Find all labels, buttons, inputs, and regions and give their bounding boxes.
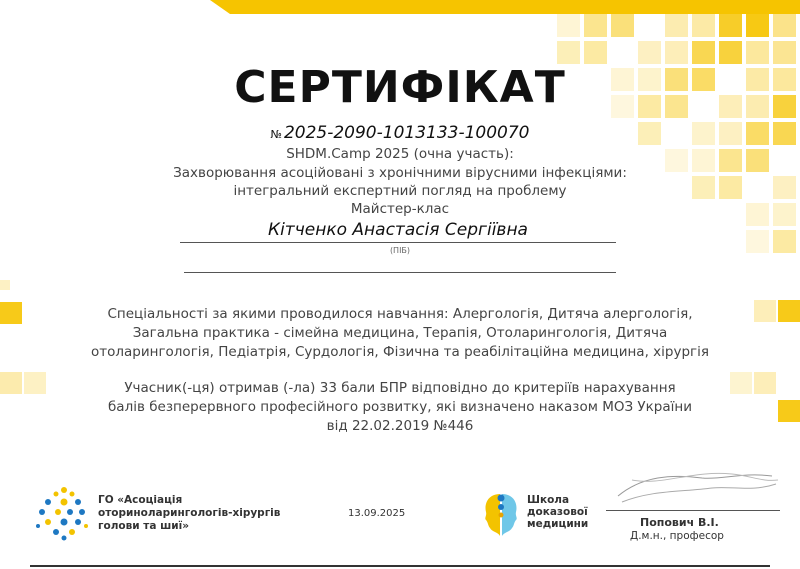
- certificate-number-value: 2025-2090-1013133-100070: [283, 123, 530, 143]
- signature: [612, 466, 782, 512]
- decor-square: [692, 14, 715, 37]
- logo-dot: [84, 524, 88, 528]
- logo-dot: [61, 487, 67, 493]
- logo-dot: [70, 492, 75, 497]
- decor-square: [746, 41, 769, 64]
- number-symbol: №: [270, 128, 282, 141]
- decor-square: [24, 372, 46, 394]
- decor-square: [665, 41, 688, 64]
- logo-dot: [54, 492, 59, 497]
- decor-square: [773, 41, 796, 64]
- specialties-line-1: Спеціальності за якими проводилося навчання: Алергологія, Дитяча алергологія,: [107, 306, 693, 322]
- decor-square: [557, 14, 580, 37]
- specialties-line-3: отоларингологія, Педіатрія, Сурдологія, Фізична та реабілітаційна медицина, хірургія: [91, 344, 709, 360]
- organization-name: [98, 494, 298, 533]
- certificate-number: [0, 123, 800, 143]
- decor-square: [557, 41, 580, 64]
- signature-line: [606, 510, 780, 511]
- points-line-3: від 22.02.2019 №446: [326, 418, 474, 434]
- school-logo: [478, 488, 524, 540]
- points-line-1: Учасник(-ця) отримав (-ла) 33 бали БПР відповідно до критеріїв нарахування: [124, 380, 676, 396]
- school-line: медицини: [527, 518, 589, 530]
- decor-square: [719, 41, 742, 64]
- organization-line: ГО «Асоціація: [98, 494, 183, 506]
- decor-square: [0, 302, 22, 324]
- decor-square: [0, 280, 10, 290]
- bottom-rule: [30, 565, 770, 567]
- decor-square: [778, 400, 800, 422]
- logo-dot: [53, 529, 59, 535]
- decor-square: [584, 41, 607, 64]
- event-line-1: SHDM.Camp 2025 (очна участь):: [286, 146, 514, 162]
- points-line-2: балів безперервного професійного розвитку, які визначено наказом МОЗ України: [107, 399, 693, 415]
- organization-line: оториноларингологів-хірургів: [98, 507, 281, 519]
- decor-square: [746, 14, 769, 37]
- logo-dot: [79, 509, 85, 515]
- decor-square: [665, 14, 688, 37]
- association-logo: [34, 486, 94, 542]
- school-line: Школа: [527, 494, 570, 506]
- logo-dot: [39, 509, 45, 515]
- name-caption: (ПІБ): [389, 246, 411, 255]
- logo-dot: [61, 519, 68, 526]
- signer-name: Попович В.І.: [640, 516, 719, 529]
- logo-dot: [45, 499, 51, 505]
- specialties-line-2: Загальна практика - сімейна медицина, Терапія, Отоларингологія, Дитяча: [132, 325, 668, 341]
- logo-dot: [67, 509, 73, 515]
- signer-title: Д.м.н., професор: [630, 530, 724, 542]
- decor-square: [611, 14, 634, 37]
- logo-dot: [69, 529, 75, 535]
- logo-dot: [45, 519, 51, 525]
- issue-date: 13.09.2025: [348, 508, 406, 519]
- decor-square: [719, 14, 742, 37]
- event-line-3: інтегральний експертний погляд на проблему: [233, 183, 567, 199]
- blank-line: [184, 272, 616, 273]
- school-line: доказової: [527, 506, 588, 518]
- logo-dot: [61, 499, 68, 506]
- school-name: [527, 494, 597, 530]
- decor-square: [584, 14, 607, 37]
- logo-dot: [75, 519, 81, 525]
- participant-name: Кітченко Анастасія Сергіївна: [180, 220, 616, 243]
- organization-line: голови та шиї»: [98, 520, 189, 532]
- decor-square: [778, 300, 800, 322]
- logo-dot: [75, 499, 81, 505]
- decor-square: [773, 14, 796, 37]
- logo-dot: [62, 536, 67, 541]
- event-line-4: Майстер-клас: [350, 201, 450, 217]
- decor-square: [692, 41, 715, 64]
- decor-square: [638, 41, 661, 64]
- logo-dot: [36, 524, 40, 528]
- decor-square: [754, 300, 776, 322]
- event-line-2: Захворювання асоційовані з хронічними вірусними інфекціями:: [173, 165, 627, 181]
- top-band: [210, 0, 800, 14]
- decor-square: [0, 372, 22, 394]
- certificate-title: СЕРТИФІКАТ: [234, 62, 566, 113]
- decor-square: [754, 372, 776, 394]
- logo-dot: [55, 509, 61, 515]
